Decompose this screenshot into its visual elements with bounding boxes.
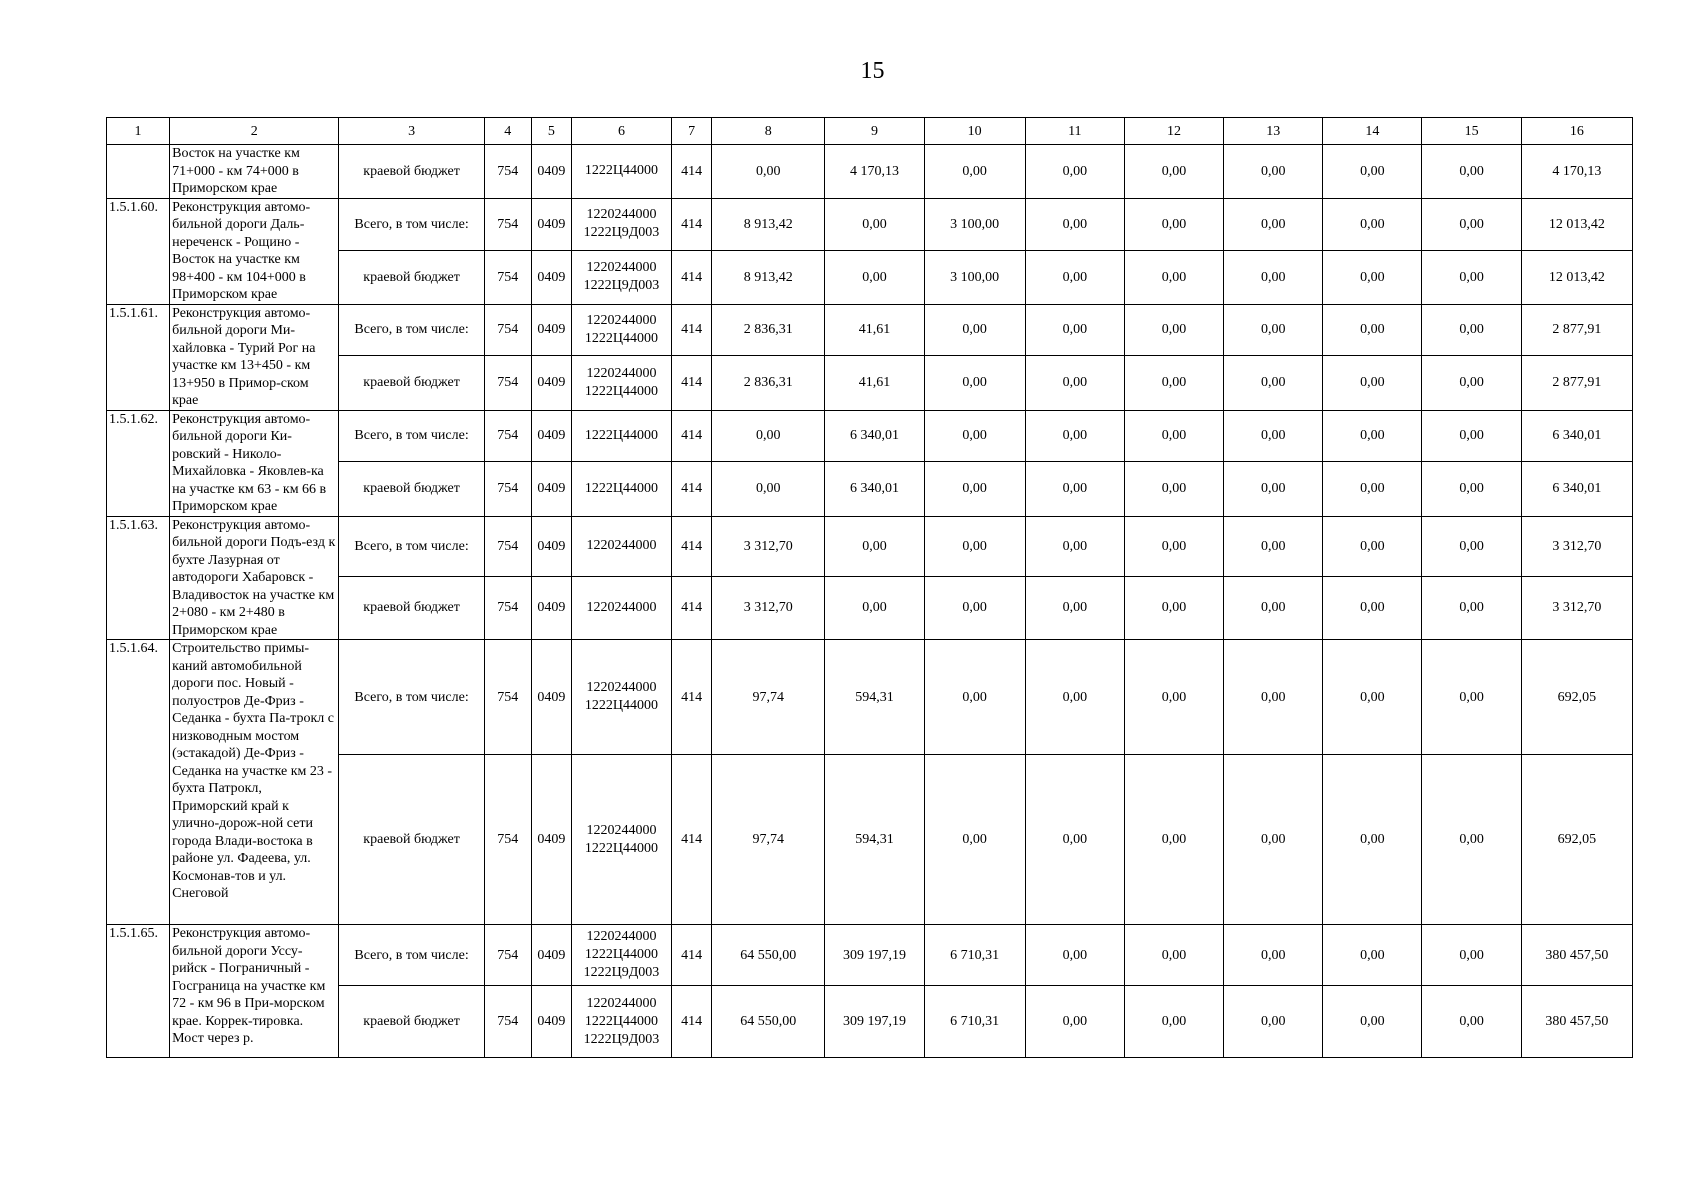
amount-cell: 0,00 — [1124, 356, 1223, 410]
column-7-value: 414 — [672, 640, 712, 755]
amount-cell: 4 170,13 — [1521, 145, 1632, 199]
amount-cell: 0,00 — [1124, 410, 1223, 462]
row-code: 1.5.1.65. — [107, 925, 170, 1058]
amount-cell: 309 197,19 — [825, 925, 924, 986]
column-6-codes — [571, 986, 671, 1058]
amount-cell: 0,00 — [1422, 576, 1521, 639]
amount-cell: 0,00 — [1224, 462, 1323, 516]
row-code: 1.5.1.62. — [107, 410, 170, 516]
header-cell: 5 — [531, 118, 571, 145]
amount-cell: 0,00 — [1224, 576, 1323, 639]
amount-cell: 0,00 — [924, 410, 1025, 462]
table-body — [107, 118, 1633, 1058]
amount-cell: 0,00 — [1323, 755, 1422, 925]
funding-source: Всего, в том числе: — [339, 516, 484, 576]
table-row — [107, 640, 1633, 755]
amount-cell: 0,00 — [1025, 516, 1124, 576]
header-cell: 8 — [712, 118, 825, 145]
object-name: Восток на участке км 71+000 - км 74+000 в Приморском крае — [170, 145, 339, 199]
amount-cell: 0,00 — [1025, 198, 1124, 250]
column-7-value: 414 — [672, 198, 712, 250]
funding-source: краевой бюджет — [339, 356, 484, 410]
budget-code: 1222Ц44000 — [584, 947, 659, 962]
amount-cell: 0,00 — [1224, 410, 1323, 462]
column-7-value: 414 — [672, 576, 712, 639]
budget-code: 1222Ц9Д003 — [583, 965, 660, 980]
amount-cell: 0,00 — [924, 516, 1025, 576]
amount-cell: 0,00 — [1025, 304, 1124, 356]
row-code — [107, 145, 170, 199]
column-5-value: 0409 — [531, 925, 571, 986]
amount-cell: 6 710,31 — [924, 986, 1025, 1058]
amount-cell: 0,00 — [1422, 986, 1521, 1058]
amount-cell: 0,00 — [1224, 304, 1323, 356]
amount-cell: 97,74 — [712, 755, 825, 925]
amount-cell: 0,00 — [1124, 145, 1223, 199]
budget-code: 1220244000 — [586, 680, 657, 695]
funding-source: краевой бюджет — [339, 576, 484, 639]
header-cell: 15 — [1422, 118, 1521, 145]
amount-cell: 0,00 — [1124, 640, 1223, 755]
column-6-codes — [571, 356, 671, 410]
header-cell: 14 — [1323, 118, 1422, 145]
column-4-value: 754 — [484, 640, 531, 755]
amount-cell: 0,00 — [1025, 145, 1124, 199]
budget-code: 1222Ц44000 — [584, 163, 659, 179]
amount-cell: 2 877,91 — [1521, 304, 1632, 356]
amount-cell: 0,00 — [1224, 250, 1323, 304]
budget-code: 1220244000 — [586, 207, 657, 223]
column-4-value: 754 — [484, 516, 531, 576]
amount-cell: 4 170,13 — [825, 145, 924, 199]
amount-cell: 3 312,70 — [1521, 516, 1632, 576]
object-name: Строительство примы-каний автомобильной дороги пос. Новый - полуостров Де-Фриз - Седанка - бухта Па-трокл с низководным мостом (эстакадой) Де-Фриз - Седанка на участке км 23 - бухта Патрокл, Приморский край к улично-дорож-ной сети города Влади-востока в районе ул. Фадеева, ул. Космонав-тов и ул. Снеговой — [170, 640, 339, 925]
amount-cell: 3 312,70 — [712, 576, 825, 639]
column-7-value: 414 — [672, 516, 712, 576]
amount-cell: 97,74 — [712, 640, 825, 755]
amount-cell: 8 913,42 — [712, 198, 825, 250]
header-cell: 1 — [107, 118, 170, 145]
amount-cell: 6 340,01 — [825, 462, 924, 516]
amount-cell: 0,00 — [1124, 250, 1223, 304]
column-5-value: 0409 — [531, 755, 571, 925]
column-4-value: 754 — [484, 410, 531, 462]
amount-cell: 0,00 — [1323, 516, 1422, 576]
object-name: Реконструкция автомо-бильной дороги Ми-хайловка - Турий Рог на участке км 13+450 - км 13+950 в Примор-ском крае — [170, 304, 339, 410]
budget-code: 1222Ц44000 — [584, 383, 659, 399]
table-row — [107, 145, 1633, 199]
column-7-value: 414 — [672, 250, 712, 304]
amount-cell: 0,00 — [825, 198, 924, 250]
budget-code: 1220244000 — [586, 599, 657, 615]
amount-cell: 0,00 — [1323, 356, 1422, 410]
budget-code: 1222Ц44000 — [584, 330, 659, 346]
amount-cell: 0,00 — [1323, 145, 1422, 199]
header-cell: 11 — [1025, 118, 1124, 145]
amount-cell: 0,00 — [1224, 986, 1323, 1058]
amount-cell: 0,00 — [1323, 986, 1422, 1058]
amount-cell: 0,00 — [1323, 640, 1422, 755]
budget-code: 1222Ц9Д003 — [583, 1031, 660, 1047]
amount-cell: 0,00 — [1323, 925, 1422, 986]
budget-code: 1222Ц9Д003 — [583, 278, 660, 294]
header-cell: 16 — [1521, 118, 1632, 145]
amount-cell: 3 100,00 — [924, 198, 1025, 250]
column-5-value: 0409 — [531, 462, 571, 516]
amount-cell: 0,00 — [1025, 986, 1124, 1058]
budget-code: 1220244000 — [586, 260, 657, 276]
budget-code: 1220244000 — [586, 929, 657, 944]
funding-source: краевой бюджет — [339, 250, 484, 304]
funding-source: Всего, в том числе: — [339, 304, 484, 356]
amount-cell: 0,00 — [712, 462, 825, 516]
amount-cell: 0,00 — [1224, 925, 1323, 986]
funding-source: Всего, в том числе: — [339, 640, 484, 755]
column-5-value: 0409 — [531, 356, 571, 410]
amount-cell: 0,00 — [1422, 925, 1521, 986]
row-code: 1.5.1.60. — [107, 198, 170, 304]
amount-cell: 0,00 — [1323, 576, 1422, 639]
funding-source: Всего, в том числе: — [339, 410, 484, 462]
amount-cell: 0,00 — [1422, 145, 1521, 199]
amount-cell: 0,00 — [924, 640, 1025, 755]
column-5-value: 0409 — [531, 986, 571, 1058]
column-6-codes — [571, 304, 671, 356]
amount-cell: 3 312,70 — [712, 516, 825, 576]
object-name: Реконструкция автомо-бильной дороги Даль-нереченск - Рощино - Восток на участке км 98+400 - км 104+000 в Приморском крае — [170, 198, 339, 304]
column-4-value: 754 — [484, 986, 531, 1058]
amount-cell: 0,00 — [1025, 410, 1124, 462]
object-name: Реконструкция автомо-бильной дороги Ки-ровский - Николо-Михайловка - Яковлев-ка на участке км 63 - км 66 в Приморском крае — [170, 410, 339, 516]
amount-cell: 0,00 — [825, 250, 924, 304]
amount-cell: 0,00 — [924, 304, 1025, 356]
column-6-codes — [571, 516, 671, 576]
amount-cell: 0,00 — [1124, 462, 1223, 516]
funding-source: краевой бюджет — [339, 986, 484, 1058]
amount-cell: 2 836,31 — [712, 304, 825, 356]
column-7-value: 414 — [672, 145, 712, 199]
amount-cell: 0,00 — [1323, 198, 1422, 250]
object-name: Реконструкция автомо-бильной дороги Подъ-езд к бухте Лазурная от автодороги Хабаровск - Владивосток на участке км 2+080 - км 2+480 в Приморском крае — [170, 516, 339, 640]
budget-code: 1222Ц44000 — [584, 427, 659, 443]
budget-code: 1220244000 — [586, 995, 657, 1011]
amount-cell: 0,00 — [1124, 755, 1223, 925]
amount-cell: 0,00 — [1422, 410, 1521, 462]
column-6-codes — [571, 576, 671, 639]
amount-cell: 12 013,42 — [1521, 198, 1632, 250]
amount-cell: 594,31 — [825, 640, 924, 755]
column-7-value: 414 — [672, 304, 712, 356]
header-cell: 10 — [924, 118, 1025, 145]
amount-cell: 0,00 — [1224, 145, 1323, 199]
amount-cell: 594,31 — [825, 755, 924, 925]
amount-cell: 0,00 — [1422, 250, 1521, 304]
amount-cell: 692,05 — [1521, 640, 1632, 755]
budget-code: 1220244000 — [586, 822, 657, 838]
column-4-value: 754 — [484, 576, 531, 639]
budget-code: 1222Ц44000 — [584, 840, 659, 856]
budget-code: 1222Ц44000 — [584, 1013, 659, 1029]
amount-cell: 0,00 — [1025, 925, 1124, 986]
amount-cell: 0,00 — [1124, 576, 1223, 639]
amount-cell: 0,00 — [924, 462, 1025, 516]
column-4-value: 754 — [484, 145, 531, 199]
column-5-value: 0409 — [531, 410, 571, 462]
amount-cell: 0,00 — [1025, 250, 1124, 304]
header-cell: 3 — [339, 118, 484, 145]
amount-cell: 0,00 — [1323, 304, 1422, 356]
column-6-codes — [571, 925, 671, 986]
amount-cell: 0,00 — [924, 145, 1025, 199]
amount-cell: 0,00 — [1025, 462, 1124, 516]
column-6-codes — [571, 250, 671, 304]
column-6-codes — [571, 145, 671, 199]
budget-code: 1220244000 — [586, 538, 657, 554]
table-row — [107, 304, 1633, 356]
column-5-value: 0409 — [531, 198, 571, 250]
column-4-value: 754 — [484, 925, 531, 986]
amount-cell: 0,00 — [1422, 755, 1521, 925]
header-cell: 2 — [170, 118, 339, 145]
amount-cell: 3 100,00 — [924, 250, 1025, 304]
funding-source: Всего, в том числе: — [339, 925, 484, 986]
funding-source: краевой бюджет — [339, 755, 484, 925]
row-code: 1.5.1.61. — [107, 304, 170, 410]
amount-cell: 41,61 — [825, 356, 924, 410]
column-7-value: 414 — [672, 755, 712, 925]
row-code: 1.5.1.64. — [107, 640, 170, 925]
page-number: 15 — [860, 58, 885, 84]
header-cell: 13 — [1224, 118, 1323, 145]
amount-cell: 8 913,42 — [712, 250, 825, 304]
budget-code: 1222Ц44000 — [584, 480, 659, 496]
column-6-codes — [571, 640, 671, 755]
column-7-value: 414 — [672, 356, 712, 410]
column-6-codes — [571, 198, 671, 250]
amount-cell: 0,00 — [1422, 304, 1521, 356]
header-cell: 9 — [825, 118, 924, 145]
amount-cell: 0,00 — [924, 356, 1025, 410]
amount-cell: 0,00 — [712, 410, 825, 462]
funding-source: Всего, в том числе: — [339, 198, 484, 250]
amount-cell: 6 710,31 — [924, 925, 1025, 986]
amount-cell: 12 013,42 — [1521, 250, 1632, 304]
header-cell: 6 — [571, 118, 671, 145]
amount-cell: 0,00 — [924, 576, 1025, 639]
amount-cell: 6 340,01 — [1521, 462, 1632, 516]
amount-cell: 6 340,01 — [825, 410, 924, 462]
header-cell: 4 — [484, 118, 531, 145]
amount-cell: 0,00 — [1224, 356, 1323, 410]
amount-cell: 0,00 — [1224, 198, 1323, 250]
column-7-value: 414 — [672, 925, 712, 986]
column-4-value: 754 — [484, 198, 531, 250]
amount-cell: 41,61 — [825, 304, 924, 356]
amount-cell: 0,00 — [1124, 925, 1223, 986]
column-4-value: 754 — [484, 250, 531, 304]
amount-cell: 64 550,00 — [712, 925, 825, 986]
amount-cell: 0,00 — [1323, 250, 1422, 304]
column-4-value: 754 — [484, 462, 531, 516]
column-7-value: 414 — [672, 462, 712, 516]
budget-table — [106, 117, 1633, 1058]
column-5-value: 0409 — [531, 304, 571, 356]
amount-cell: 0,00 — [825, 576, 924, 639]
table-row — [107, 198, 1633, 250]
header-cell: 12 — [1124, 118, 1223, 145]
amount-cell: 0,00 — [1422, 462, 1521, 516]
column-5-value: 0409 — [531, 576, 571, 639]
column-6-codes — [571, 410, 671, 462]
budget-code: 1220244000 — [586, 365, 657, 381]
amount-cell: 3 312,70 — [1521, 576, 1632, 639]
funding-source: краевой бюджет — [339, 462, 484, 516]
table-row — [107, 516, 1633, 576]
amount-cell: 0,00 — [1025, 640, 1124, 755]
funding-source: краевой бюджет — [339, 145, 484, 199]
budget-code: 1220244000 — [586, 312, 657, 328]
column-6-codes — [571, 462, 671, 516]
amount-cell: 64 550,00 — [712, 986, 825, 1058]
amount-cell: 2 877,91 — [1521, 356, 1632, 410]
header-row — [107, 118, 1633, 145]
amount-cell: 0,00 — [1323, 462, 1422, 516]
column-4-value: 754 — [484, 356, 531, 410]
table-row — [107, 410, 1633, 462]
column-5-value: 0409 — [531, 640, 571, 755]
amount-cell: 0,00 — [712, 145, 825, 199]
column-7-value: 414 — [672, 986, 712, 1058]
amount-cell: 380 457,50 — [1521, 986, 1632, 1058]
amount-cell: 0,00 — [1025, 576, 1124, 639]
column-5-value: 0409 — [531, 516, 571, 576]
amount-cell: 0,00 — [1422, 640, 1521, 755]
amount-cell: 0,00 — [1323, 410, 1422, 462]
header-cell: 7 — [672, 118, 712, 145]
amount-cell: 0,00 — [1124, 304, 1223, 356]
table-row — [107, 925, 1633, 986]
column-4-value: 754 — [484, 755, 531, 925]
amount-cell: 0,00 — [1422, 198, 1521, 250]
amount-cell: 0,00 — [825, 516, 924, 576]
amount-cell: 309 197,19 — [825, 986, 924, 1058]
column-6-codes — [571, 755, 671, 925]
budget-code: 1222Ц44000 — [584, 698, 659, 713]
row-code: 1.5.1.63. — [107, 516, 170, 640]
object-name: Реконструкция автомо-бильной дороги Уссу-рийск - Пограничный - Госграница на участке км 72 - км 96 в При-морском крае. Коррек-тировка. Мост через р. — [170, 925, 339, 1058]
budget-code: 1222Ц9Д003 — [583, 225, 660, 241]
column-7-value: 414 — [672, 410, 712, 462]
amount-cell: 0,00 — [1224, 755, 1323, 925]
amount-cell: 0,00 — [1124, 986, 1223, 1058]
amount-cell: 0,00 — [1025, 755, 1124, 925]
amount-cell: 0,00 — [1422, 516, 1521, 576]
amount-cell: 0,00 — [1224, 640, 1323, 755]
column-5-value: 0409 — [531, 145, 571, 199]
amount-cell: 6 340,01 — [1521, 410, 1632, 462]
amount-cell: 2 836,31 — [712, 356, 825, 410]
amount-cell: 0,00 — [1025, 356, 1124, 410]
amount-cell: 0,00 — [1224, 516, 1323, 576]
column-4-value: 754 — [484, 304, 531, 356]
amount-cell: 0,00 — [1124, 198, 1223, 250]
column-5-value: 0409 — [531, 250, 571, 304]
amount-cell: 380 457,50 — [1521, 925, 1632, 986]
amount-cell: 0,00 — [1422, 356, 1521, 410]
amount-cell: 692,05 — [1521, 755, 1632, 925]
amount-cell: 0,00 — [1124, 516, 1223, 576]
amount-cell: 0,00 — [924, 755, 1025, 925]
